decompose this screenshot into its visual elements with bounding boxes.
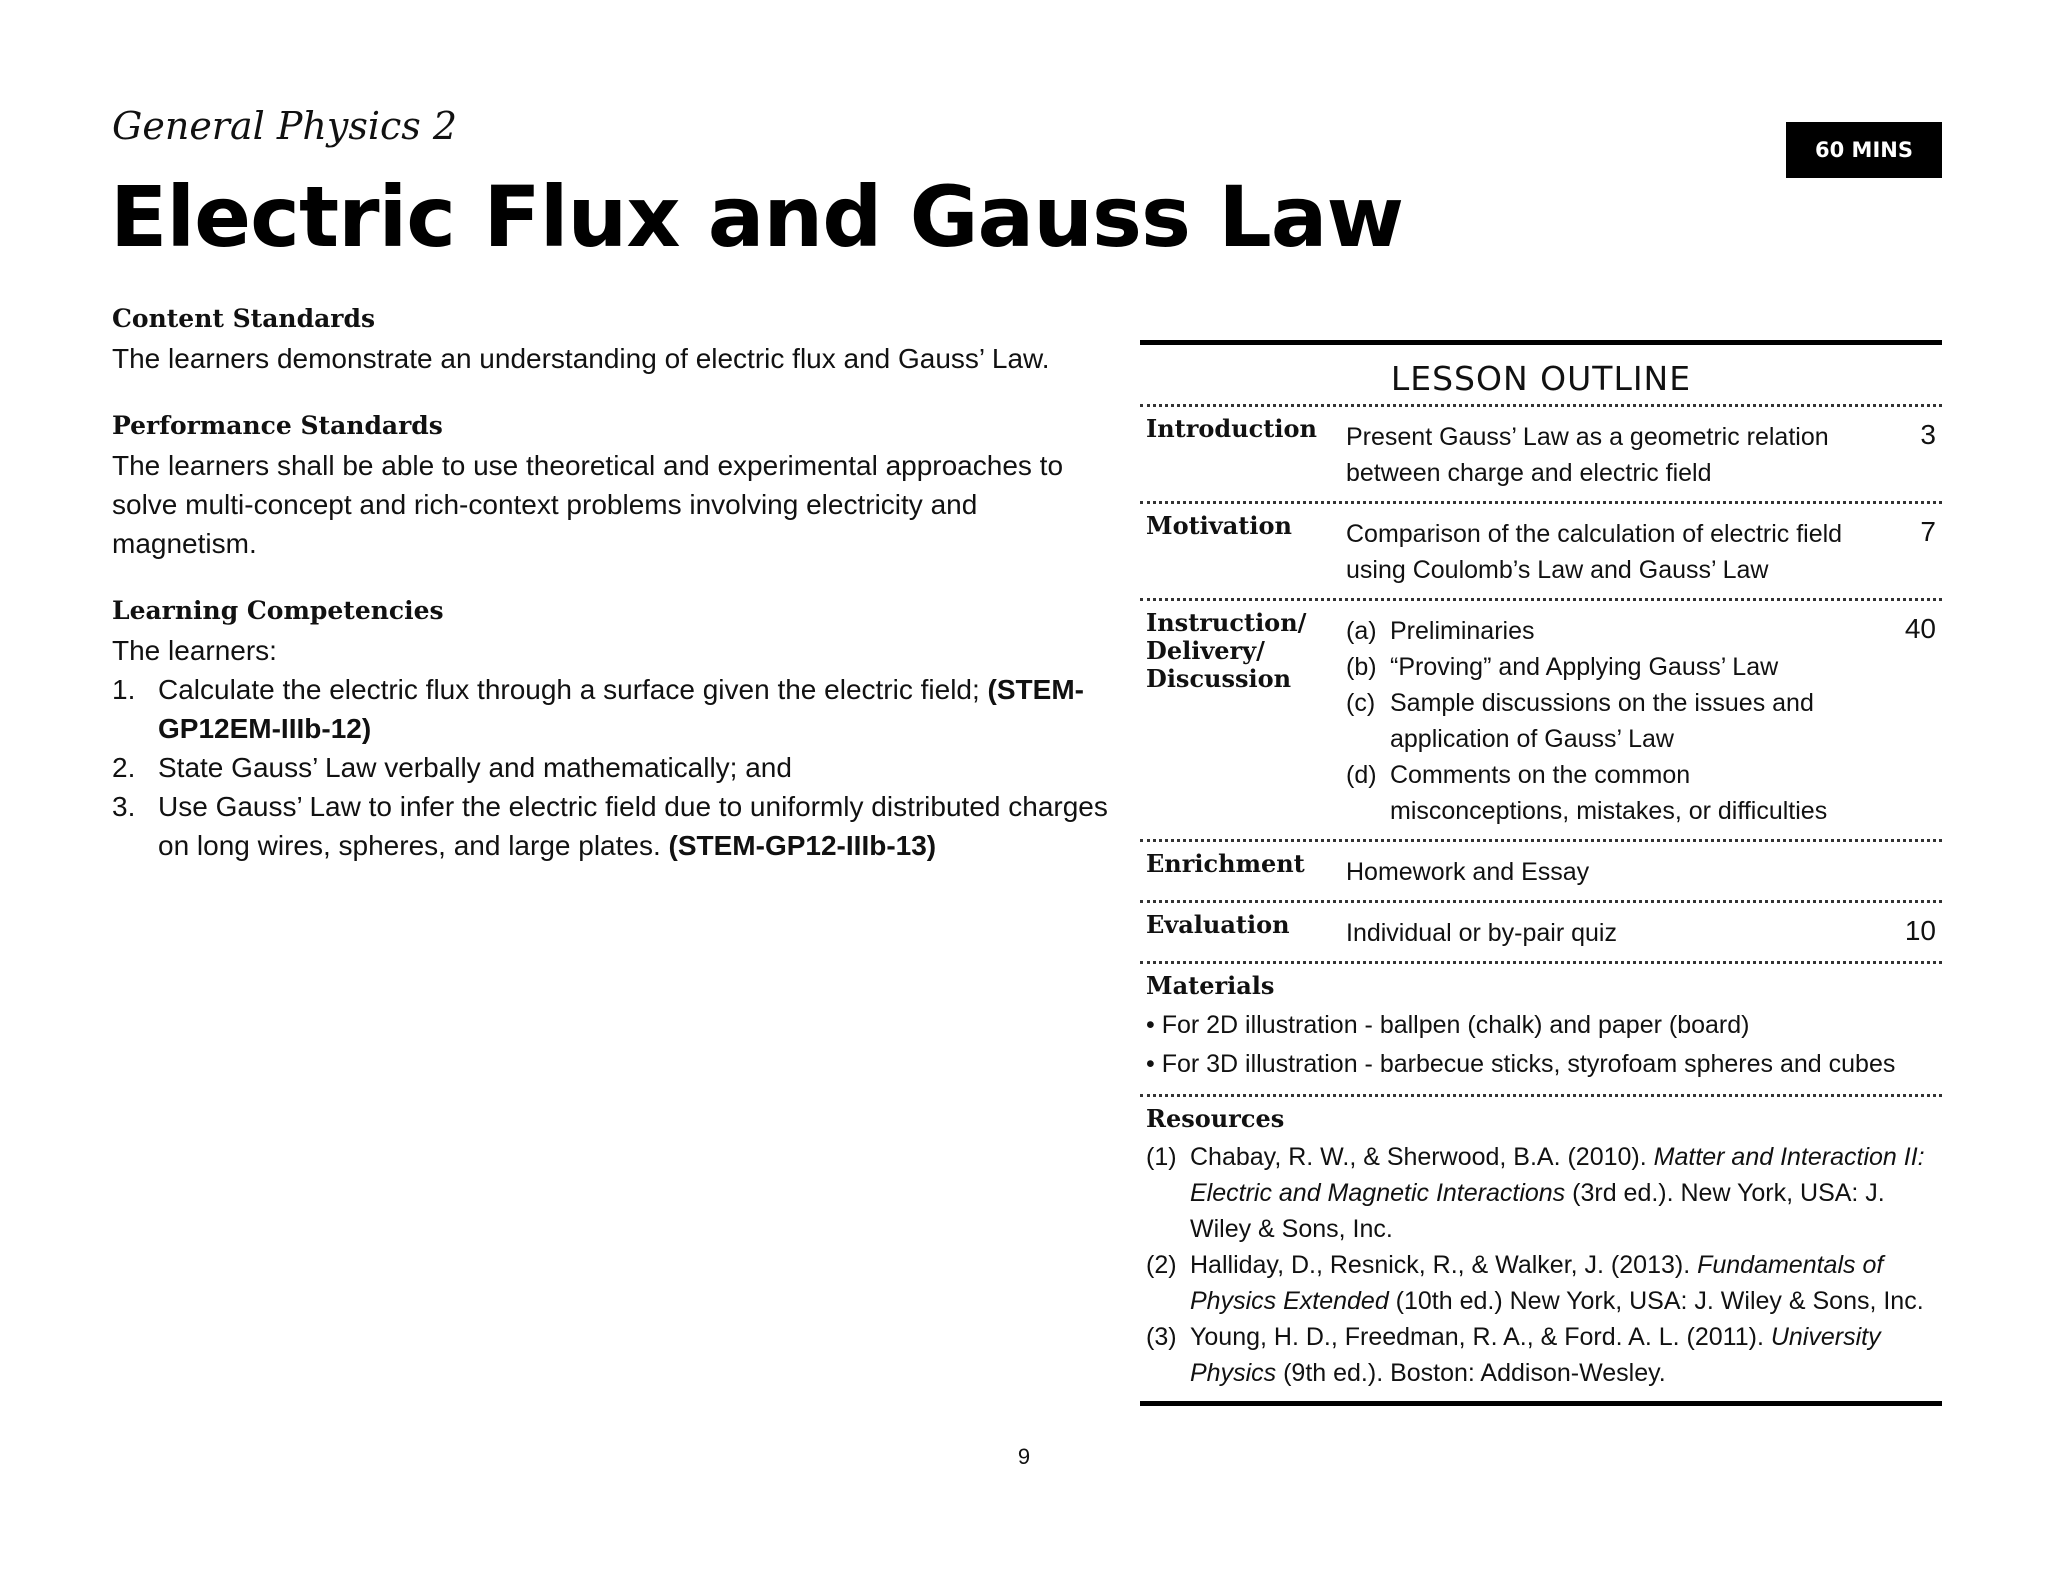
duration-badge: 60 MINS: [1786, 122, 1942, 178]
competency-list: [112, 670, 1122, 865]
item-marker: (d): [1346, 761, 1377, 789]
citation-title: University Physics: [1190, 1323, 1881, 1387]
learning-competencies-section: [112, 596, 1122, 865]
row-time: 10: [1904, 915, 1936, 946]
standards-column: [112, 304, 1122, 898]
subject-name: General Physics 2: [112, 104, 458, 148]
resources-section: [1140, 1094, 1942, 1401]
list-item: [1146, 1247, 1936, 1319]
outline-title: LESSON OUTLINE: [1390, 359, 1692, 398]
list-item: [112, 670, 1122, 748]
item-text: Sample discussions on the issues and application of Gauss’ Law: [1390, 689, 1814, 753]
list-number: 2.: [112, 752, 136, 783]
citation-text: (3rd ed.). New York, USA: J. Wiley & Sons, Inc.: [1190, 1179, 1885, 1243]
outline-row-introduction: [1140, 404, 1942, 501]
item-text: Comments on the common misconceptions, mistakes, or difficulties: [1390, 761, 1828, 825]
citation-text: Halliday, D., Resnick, R., & Walker, J. (2013).: [1190, 1251, 1698, 1279]
list-item: [112, 787, 1122, 865]
content-standards-heading: Content Standards: [112, 304, 376, 333]
row-label: Motivation: [1146, 511, 1292, 540]
item-marker: (a): [1346, 617, 1377, 645]
performance-standards-heading: Performance Standards: [112, 411, 443, 440]
citation-text: (9th ed.). Boston: Addison-Wesley.: [1276, 1359, 1666, 1387]
learning-competencies-intro: The learners:: [112, 635, 277, 666]
row-label: Instruction/ Delivery/ Discussion: [1146, 608, 1307, 693]
item-text: “Proving” and Applying Gauss’ Law: [1390, 653, 1779, 681]
competency-code: (STEM-GP12-IIIb-13): [668, 830, 937, 861]
list-item: [1146, 1319, 1936, 1391]
row-label: Enrichment: [1146, 849, 1305, 878]
row-text: Comparison of the calculation of electric field using Coulomb’s Law and Gauss’ Law: [1346, 520, 1843, 584]
row-text: Individual or by-pair quiz: [1346, 919, 1617, 947]
row-time: 40: [1904, 613, 1936, 644]
lesson-outline-box: [1140, 340, 1942, 1406]
list-item-text: State Gauss’ Law verbally and mathematically; and: [158, 752, 792, 783]
outline-row-motivation: [1140, 501, 1942, 598]
list-item-text: Use Gauss’ Law to infer the electric field due to uniformly distributed charges on long wires, spheres, and large plates.: [158, 791, 1108, 861]
citation-text: (10th ed.) New York, USA: J. Wiley & Sons, Inc.: [1388, 1287, 1924, 1315]
citation-text: Young, H. D., Freedman, R. A., & Ford. A. L. (2011).: [1190, 1323, 1771, 1351]
row-label: Introduction: [1146, 414, 1317, 443]
resources-label: Resources: [1146, 1104, 1285, 1133]
list-item: • For 2D illustration - ballpen (chalk) and paper (board): [1146, 1011, 1750, 1039]
performance-standards-text: The learners shall be able to use theoretical and experimental approaches to solve multi-concept and rich-context problems involving electricity and magnetism.: [112, 450, 1064, 559]
page-number: 9: [1017, 1444, 1031, 1469]
item-marker: (3): [1146, 1323, 1177, 1351]
materials-label: Materials: [1146, 971, 1275, 1000]
list-number: 1.: [112, 674, 136, 705]
list-item: [1146, 1139, 1936, 1247]
row-text: Present Gauss’ Law as a geometric relation between charge and electric field: [1346, 423, 1829, 487]
item-marker: (1): [1146, 1143, 1177, 1171]
materials-section: [1140, 961, 1942, 1094]
row-label: Evaluation: [1146, 910, 1290, 939]
row-time: 3: [1920, 419, 1936, 450]
list-item: [112, 748, 1122, 787]
item-text: Preliminaries: [1390, 617, 1535, 645]
list-number: 3.: [112, 791, 136, 822]
outline-row-instruction: [1140, 598, 1942, 839]
outline-row-evaluation: [1140, 900, 1942, 961]
row-time: [1876, 850, 1936, 890]
row-text: Homework and Essay: [1346, 858, 1590, 886]
list-item: [1346, 685, 1876, 757]
list-item: • For 3D illustration - barbecue sticks, styrofoam spheres and cubes: [1146, 1050, 1896, 1078]
row-time: 7: [1920, 516, 1936, 547]
competency-code: (STEM-GP12EM-IIIb-12): [158, 674, 1084, 744]
content-standards-text: The learners demonstrate an understanding of electric flux and Gauss’ Law.: [112, 343, 1050, 374]
outline-row-enrichment: [1140, 839, 1942, 900]
list-item: [1346, 757, 1876, 829]
row-items: [1346, 609, 1876, 829]
citation-text: Chabay, R. W., & Sherwood, B.A. (2010).: [1190, 1143, 1654, 1171]
item-marker: (c): [1346, 689, 1376, 717]
performance-standards-section: [112, 411, 1122, 563]
content-standards-section: [112, 304, 1122, 378]
list-item: [1346, 649, 1876, 685]
item-marker: (2): [1146, 1251, 1177, 1279]
citation-title: Matter and Interaction II: Electric and Magnetic Interactions: [1190, 1143, 1925, 1207]
item-marker: (b): [1346, 653, 1377, 681]
lesson-title: Electric Flux and Gauss Law: [110, 168, 1404, 266]
learning-competencies-heading: Learning Competencies: [112, 596, 444, 625]
list-item: [1346, 613, 1876, 649]
citation-title: Fundamentals of Physics Extended: [1190, 1251, 1884, 1315]
list-item-text: Calculate the electric flux through a surface given the electric field;: [158, 674, 988, 705]
